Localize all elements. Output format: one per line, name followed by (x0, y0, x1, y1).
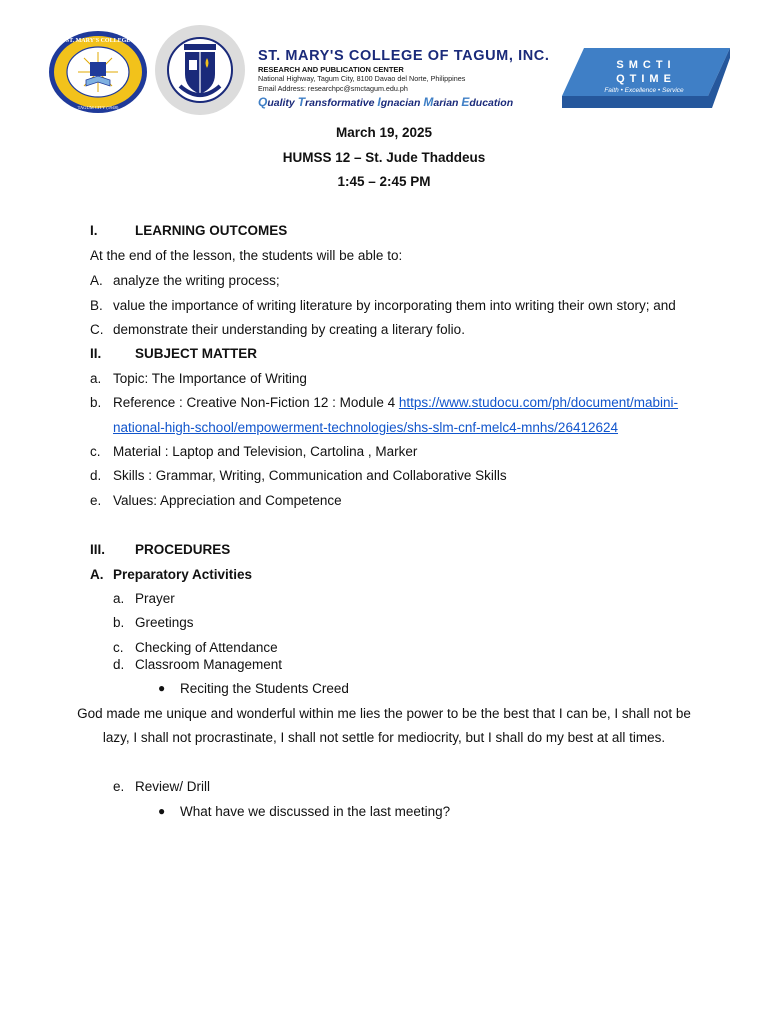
section-heading-procedures: PROCEDURES (135, 542, 231, 557)
section-numeral: III. (90, 542, 106, 557)
outcome-item: value the importance of writing literature by incorporating them into writing their own story; and (113, 298, 676, 313)
list-marker: b. (90, 395, 102, 410)
section-heading-subject-matter: SUBJECT MATTER (135, 346, 258, 361)
outcomes-intro: At the end of the lesson, the students will be able to: (90, 248, 403, 263)
list-marker: d. (113, 657, 125, 672)
class-section: HUMSS 12 – St. Jude Thaddeus (282, 150, 486, 165)
smcti-qtime-banner (562, 48, 730, 108)
subheading-preparatory-activities: Preparatory Activities (113, 567, 253, 582)
list-marker: e. (113, 779, 125, 794)
skills-item: Skills : Grammar, Writing, Communication and Collaborative Skills (113, 468, 507, 483)
list-marker: c. (90, 444, 101, 459)
school-name: ST. MARY'S COLLEGE OF TAGUM, INC. (258, 48, 550, 64)
topic-item: Topic: The Importance of Writing (113, 371, 307, 386)
svg-text:SMCTI: SMCTI (616, 59, 676, 71)
section-heading-learning-outcomes: LEARNING OUTCOMES (135, 223, 288, 238)
svg-text:ST. MARY'S COLLEGE: ST. MARY'S COLLEGE (65, 38, 131, 44)
list-marker: A. (90, 273, 103, 288)
school-email: Email Address: researchpc@smctagum.edu.ph (258, 84, 408, 93)
list-marker: C. (90, 322, 104, 337)
values-item: Values: Appreciation and Competence (113, 493, 342, 508)
student-creed-line1: God made me unique and wonderful within me lies the power to be the best that I can be, I shall not be (77, 706, 691, 721)
activity-item: Classroom Management (135, 657, 283, 672)
list-marker: b. (113, 615, 125, 630)
bullet-item: What have we discussed in the last meeting? (180, 804, 451, 819)
svg-text:TAGUM CITY (1948): TAGUM CITY (1948) (77, 105, 119, 110)
reference-link-line2[interactable]: national-high-school/empowerment-technologies/shs-slm-cnf-melc4-mnhs/26412624 (113, 420, 618, 435)
class-time: 1:45 – 2:45 PM (337, 174, 431, 189)
list-marker: a. (90, 371, 102, 386)
reference-link-continued (113, 419, 618, 436)
research-center-name: RESEARCH AND PUBLICATION CENTER (258, 65, 404, 74)
bullet-item: Reciting the Students Creed (180, 681, 349, 696)
reference-item (113, 394, 678, 411)
svg-text:Faith • Excellence • Servi: Faith • Excellence • Service (604, 87, 684, 94)
list-marker: a. (113, 591, 125, 606)
activity-item: Checking of Attendance (135, 640, 278, 655)
review-item: Review/ Drill (135, 779, 211, 794)
section-numeral: I. (90, 223, 98, 238)
school-motto: Quality Transformative Ignacian Marian Education (258, 95, 514, 109)
svg-text:QTIME: QTIME (616, 73, 676, 85)
activity-item: Prayer (135, 591, 175, 606)
bullet-dot-icon: ● (158, 681, 166, 695)
reference-link[interactable]: https://www.studocu.com/ph/document/mabini- (398, 395, 679, 410)
outcome-item: demonstrate their understanding by creating a literary folio. (113, 322, 465, 337)
list-marker: e. (90, 493, 102, 508)
bullet-dot-icon: ● (158, 804, 166, 818)
list-marker: A. (90, 567, 104, 582)
department-seal-logo (154, 24, 246, 116)
activity-item: Greetings (135, 615, 194, 630)
list-marker: B. (90, 298, 103, 313)
student-creed-line2: lazy, I shall not procrastinate, I shall not settle for mediocrity, but I shall do my best at all times. (102, 730, 666, 745)
list-marker: c. (113, 640, 124, 655)
material-item: Material : Laptop and Television, Cartolina , Marker (113, 444, 418, 459)
reference-label: Reference : Creative Non-Fiction 12 : Module 4 (113, 395, 399, 410)
outcome-item: analyze the writing process; (113, 273, 280, 288)
college-seal-logo (48, 30, 148, 114)
school-address: National Highway, Tagum City, 8100 Davao del Norte, Philippines (258, 74, 466, 83)
lesson-date: March 19, 2025 (335, 125, 433, 140)
section-numeral: II. (90, 346, 102, 361)
list-marker: d. (90, 468, 102, 483)
